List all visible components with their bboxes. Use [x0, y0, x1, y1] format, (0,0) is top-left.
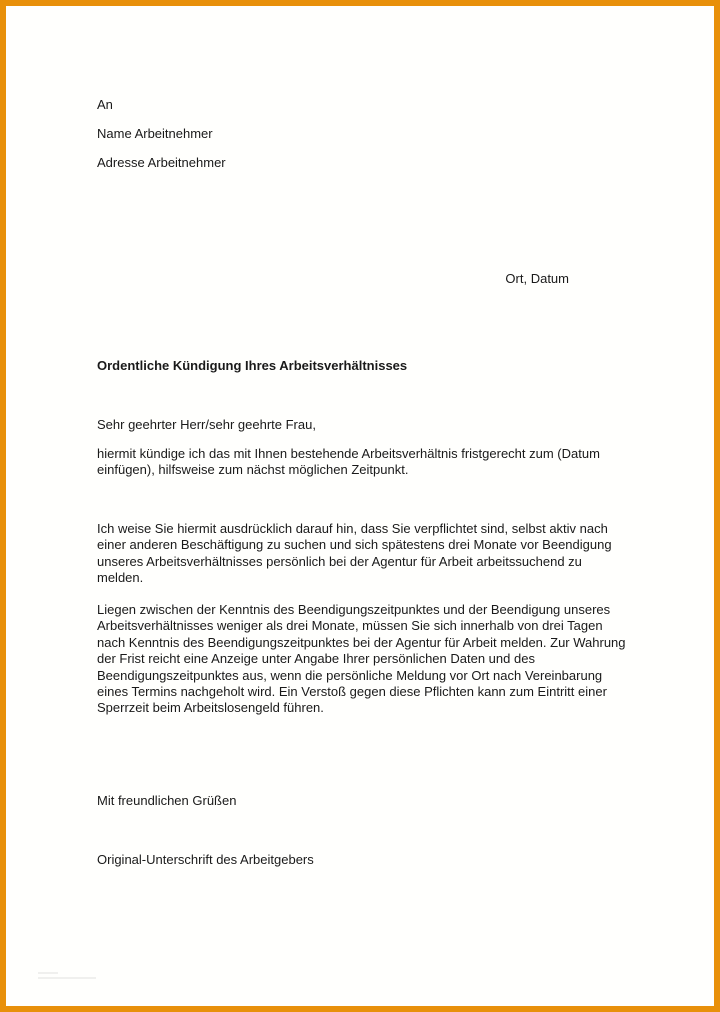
place-date: Ort, Datum — [505, 271, 569, 286]
paragraph-3-line: nach Kenntnis des Beendigungszeitpunktes bei der Agentur für Arbeit melden. Zur Wahrung — [97, 634, 626, 650]
paragraph-3 — [97, 602, 627, 717]
recipient-address: Adresse Arbeitnehmer — [97, 155, 226, 170]
recipient-name: Name Arbeitnehmer — [97, 126, 213, 141]
recipient-to: An — [97, 97, 113, 112]
salutation: Sehr geehrter Herr/sehr geehrte Frau, — [97, 417, 316, 432]
paragraph-3-line: eines Termins nachgeholt wird. Ein Verstoß gegen diese Pflichten kann zum Eintritt einer — [97, 684, 607, 700]
paragraph-3-line: Liegen zwischen der Kenntnis des Beendigungszeitpunktes und der Beendigung unseres — [97, 602, 611, 617]
paragraph-3-line: Sperrzeit beim Arbeitslosengeld führen. — [97, 700, 324, 716]
paragraph-2-line: unseres Arbeitsverhältnisses persönlich bei der Agentur für Arbeit arbeitssuchend zu — [97, 553, 582, 569]
paragraph-2-line: einer anderen Beschäftigung zu suchen und sich spätestens drei Monate vor Beendigung — [97, 537, 612, 553]
signature-line: Original-Unterschrift des Arbeitgebers — [97, 852, 314, 867]
paragraph-1 — [97, 446, 627, 479]
paragraph-1-line: hiermit kündige ich das mit Ihnen bestehende Arbeitsverhältnis fristgerecht zum (Datum — [97, 446, 600, 461]
paragraph-3-line: Arbeitsverhältnisses weniger als drei Monate, müssen Sie sich innerhalb von drei Tagen — [97, 618, 603, 634]
paragraph-2-line: melden. — [97, 570, 144, 586]
closing: Mit freundlichen Grüßen — [97, 793, 237, 808]
paragraph-3-line: der Frist reicht eine Anzeige unter Angabe Ihrer persönlichen Daten und des — [97, 651, 535, 667]
paragraph-1-line: einfügen), hilfsweise zum nächst möglichen Zeitpunkt. — [97, 462, 409, 478]
paragraph-3-line: Beendigungszeitpunktes aus, wenn die persönliche Meldung vor Ort nach Vereinbarung — [97, 667, 603, 683]
letter-subject: Ordentliche Kündigung Ihres Arbeitsverhältnisses — [97, 358, 408, 373]
paragraph-2 — [97, 521, 627, 587]
paragraph-2-line: Ich weise Sie hiermit ausdrücklich darauf hin, dass Sie verpflichtet sind, selbst aktiv nach — [97, 521, 608, 536]
watermark-icon — [38, 972, 98, 986]
